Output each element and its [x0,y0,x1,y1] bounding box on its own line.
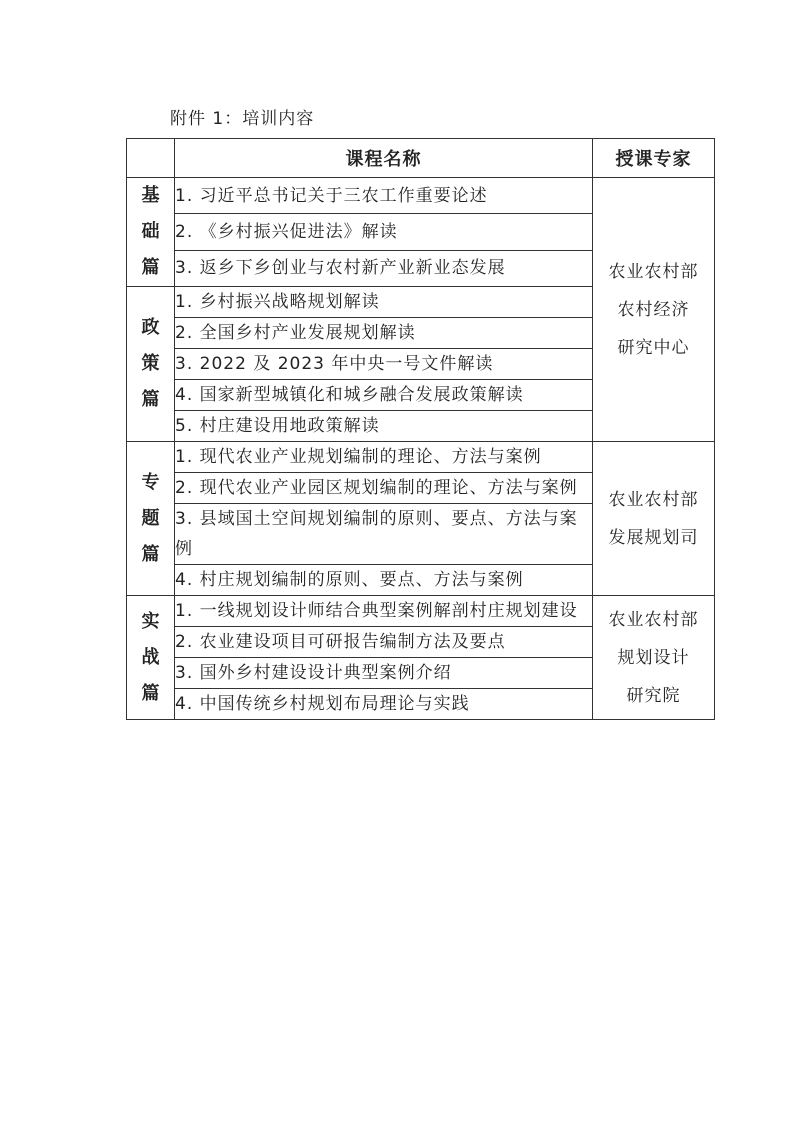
section-char: 政 [141,317,160,338]
expert-line: 发展规划司 [608,527,699,548]
header-course-name: 课程名称 [175,139,593,178]
course-cell: 2. 现代农业产业园区规划编制的理论、方法与案例 [175,473,593,504]
course-cell: 2. 农业建设项目可研报告编制方法及要点 [175,627,593,658]
section-char: 战 [141,646,160,668]
section-char: 策 [141,353,160,374]
course-cell: 4. 中国传统乡村规划布局理论与实践 [175,689,593,720]
table-row [127,442,715,473]
table-row [127,596,715,627]
course-cell: 3. 2022 及 2023 年中央一号文件解读 [175,349,593,380]
course-cell: 3. 县域国土空间规划编制的原则、要点、方法与案例 [175,504,593,565]
expert-cell-design-institute [593,596,715,720]
section-policy-label [127,287,175,442]
section-char: 篇 [141,543,160,565]
course-cell: 2. 全国乡村产业发展规划解读 [175,318,593,349]
section-practice-label [127,596,175,720]
header-expert: 授课专家 [593,139,715,178]
section-char: 篇 [141,257,160,278]
course-cell: 3. 国外乡村建设设计典型案例介绍 [175,658,593,689]
section-char: 基 [141,185,160,206]
table-header-row [127,139,715,178]
section-topic-label [127,442,175,596]
course-cell: 5. 村庄建设用地政策解读 [175,411,593,442]
expert-cell-rural-economy [593,178,715,442]
expert-line: 农业农村部 [608,489,699,510]
course-cell: 4. 村庄规划编制的原则、要点、方法与案例 [175,565,593,596]
expert-line: 农业农村部 [608,261,699,282]
section-char: 础 [141,221,160,242]
expert-line: 农村经济 [617,299,690,320]
course-cell: 1. 乡村振兴战略规划解读 [175,287,593,318]
curriculum-table [126,138,715,720]
expert-line: 研究院 [626,685,681,706]
section-basic-label [127,178,175,287]
expert-line: 研究中心 [617,337,690,358]
course-cell: 1. 习近平总书记关于三农工作重要论述 [175,178,593,214]
section-char: 专 [141,471,160,493]
course-cell: 1. 现代农业产业规划编制的理论、方法与案例 [175,442,593,473]
section-char: 题 [141,507,160,529]
expert-cell-planning-dept [593,442,715,596]
header-blank-cell [127,139,175,178]
table-row [127,178,715,214]
course-cell: 4. 国家新型城镇化和城乡融合发展政策解读 [175,380,593,411]
course-cell: 3. 返乡下乡创业与农村新产业新业态发展 [175,250,593,286]
section-char: 篇 [141,682,160,704]
page-heading: 附件 1：培训内容 [170,109,315,129]
section-char: 篇 [141,389,160,410]
expert-line: 农业农村部 [608,609,699,630]
course-cell: 2. 《乡村振兴促进法》解读 [175,214,593,250]
expert-line: 规划设计 [617,647,690,668]
section-char: 实 [141,610,160,632]
course-cell: 1. 一线规划设计师结合典型案例解剖村庄规划建设 [175,596,593,627]
